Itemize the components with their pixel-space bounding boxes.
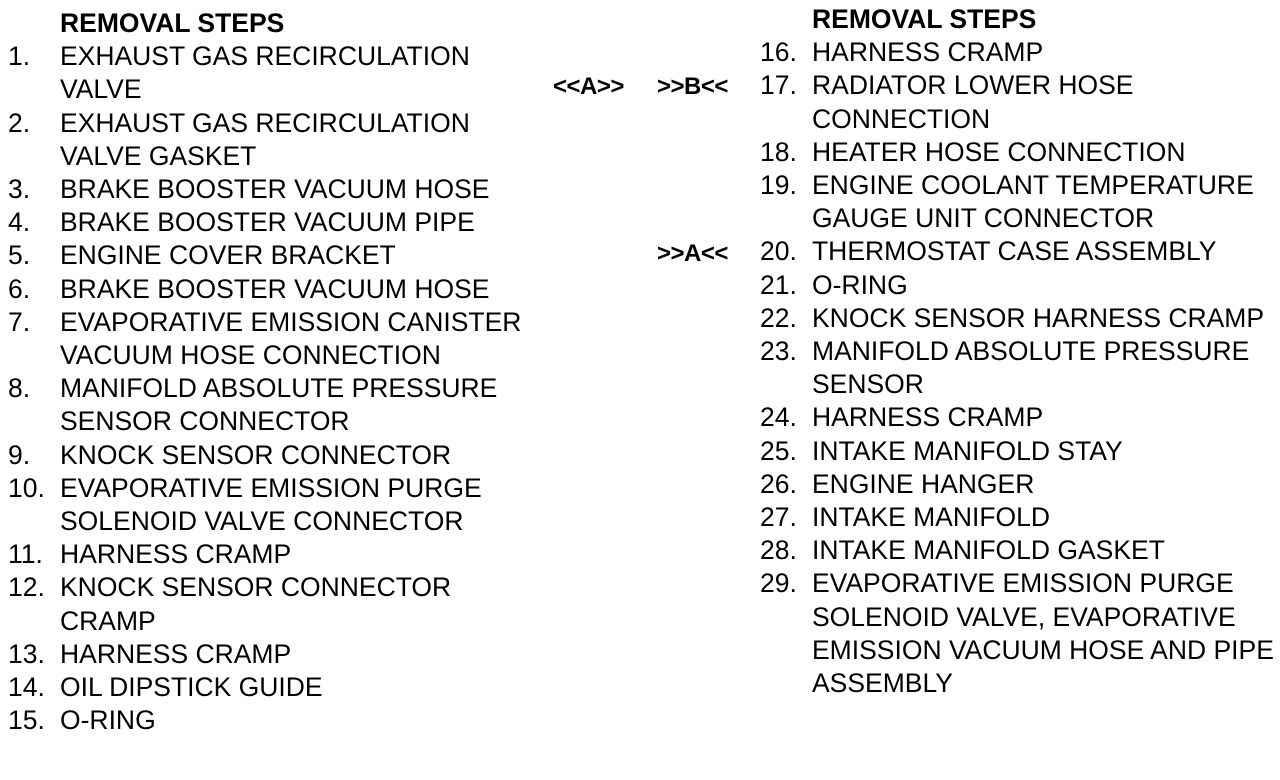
step-number: 28. [760, 535, 797, 566]
removal-step [8, 571, 548, 637]
step-number: 6. [8, 273, 31, 304]
step-number: 12. [8, 572, 45, 603]
step-text: BRAKE BOOSTER VACUUM HOSE [60, 174, 490, 205]
removal-step [760, 435, 1275, 468]
step-number: 9. [8, 439, 31, 470]
right-steps-column [760, 4, 1275, 700]
step-number: 16. [760, 37, 797, 68]
removal-step [760, 302, 1275, 335]
removal-step [8, 206, 548, 239]
step-number: 22. [760, 302, 797, 333]
step-number: 14. [8, 672, 45, 703]
removal-steps-heading: REMOVAL STEPS [812, 4, 1037, 34]
step-text: MANIFOLD ABSOLUTE PRESSURE SENSOR [812, 336, 1250, 400]
step-number: 23. [760, 336, 797, 367]
removal-step [8, 638, 548, 671]
removal-step [8, 538, 548, 571]
step-number: 10. [8, 472, 45, 503]
step-number: 7. [8, 306, 31, 337]
step-text: ENGINE HANGER [812, 468, 1035, 499]
step-text: KNOCK SENSOR CONNECTOR CRAMP [60, 572, 452, 636]
removal-step [760, 534, 1275, 567]
removal-step [760, 36, 1275, 69]
step-text: BRAKE BOOSTER VACUUM HOSE [60, 273, 490, 304]
step-text: KNOCK SENSOR HARNESS CRAMP [812, 302, 1265, 333]
step-text: HARNESS CRAMP [60, 539, 292, 570]
removal-step [760, 335, 1275, 401]
step-number: 11. [8, 539, 43, 570]
left-steps-column [8, 7, 548, 737]
step-text: RADIATOR LOWER HOSE CONNECTION [812, 70, 1134, 134]
removal-step [8, 704, 548, 737]
step-text: MANIFOLD ABSOLUTE PRESSURE SENSOR CONNECTOR [60, 373, 498, 437]
step-number: 29. [760, 568, 797, 599]
removal-step [8, 472, 548, 538]
step-number: 20. [760, 236, 797, 267]
step-text: HARNESS CRAMP [812, 402, 1044, 433]
step-text: THERMOSTAT CASE ASSEMBLY [812, 236, 1217, 267]
removal-step [8, 239, 548, 272]
removal-step [8, 306, 548, 372]
step-number: 18. [760, 136, 797, 167]
removal-step [8, 40, 548, 106]
step-number: 26. [760, 468, 797, 499]
removal-step [760, 235, 1275, 268]
step-text: ENGINE COOLANT TEMPERATURE GAUGE UNIT CONNECTOR [812, 170, 1254, 234]
removal-steps-heading: REMOVAL STEPS [60, 8, 285, 38]
removal-step [8, 173, 548, 206]
step-number: 15. [8, 705, 45, 736]
step-number: 3. [8, 174, 31, 205]
step-number: 25. [760, 435, 797, 466]
step-text: O-RING [60, 705, 156, 736]
removal-step [760, 501, 1275, 534]
installation-service-point-b-marker: >>B<< [657, 73, 728, 100]
removal-step [760, 136, 1275, 169]
right-steps-list [760, 36, 1275, 700]
step-text: EVAPORATIVE EMISSION CANISTER VACUUM HOSE CONNECTION [60, 306, 522, 371]
step-number: 27. [760, 502, 797, 533]
removal-service-point-a-marker: <<A>> [553, 73, 624, 100]
step-text: INTAKE MANIFOLD [812, 502, 1051, 533]
installation-service-point-a-marker: >>A<< [657, 240, 728, 267]
step-number: 24. [760, 402, 797, 433]
step-text: EXHAUST GAS RECIRCULATION VALVE [60, 41, 470, 105]
step-number: 21. [760, 269, 797, 300]
removal-step [760, 567, 1275, 700]
step-text: BRAKE BOOSTER VACUUM PIPE [60, 207, 475, 238]
step-text: HEATER HOSE CONNECTION [812, 136, 1186, 167]
removal-step [8, 372, 548, 438]
step-text: HARNESS CRAMP [812, 37, 1044, 68]
service-point-markers [553, 0, 753, 780]
step-number: 2. [8, 107, 31, 138]
left-steps-list [8, 40, 548, 737]
step-number: 5. [8, 240, 31, 271]
step-text: OIL DIPSTICK GUIDE [60, 672, 323, 703]
step-text: EVAPORATIVE EMISSION PURGE SOLENOID VALVE, EVAPORATIVE EMISSION VACUUM HOSE AND PIPE ASSEMBLY [812, 568, 1274, 699]
step-text: KNOCK SENSOR CONNECTOR [60, 439, 452, 470]
step-number: 13. [8, 638, 45, 669]
step-text: HARNESS CRAMP [60, 638, 292, 669]
removal-step [760, 269, 1275, 302]
removal-step [760, 169, 1275, 235]
step-number: 8. [8, 373, 31, 404]
removal-step [8, 671, 548, 704]
step-text: O-RING [812, 269, 908, 300]
step-text: EXHAUST GAS RECIRCULATION VALVE GASKET [60, 107, 470, 171]
removal-step [760, 69, 1275, 135]
step-text: INTAKE MANIFOLD STAY [812, 435, 1123, 466]
step-text: ENGINE COVER BRACKET [60, 240, 396, 271]
step-text: INTAKE MANIFOLD GASKET [812, 535, 1165, 566]
step-number: 17. [760, 70, 797, 101]
step-number: 19. [760, 170, 797, 201]
removal-step [8, 107, 548, 173]
removal-step [760, 468, 1275, 501]
step-number: 4. [8, 207, 31, 238]
removal-step [8, 439, 548, 472]
removal-step [760, 401, 1275, 434]
step-number: 1. [8, 41, 31, 72]
step-text: EVAPORATIVE EMISSION PURGE SOLENOID VALVE CONNECTOR [60, 472, 482, 537]
removal-step [8, 273, 548, 306]
